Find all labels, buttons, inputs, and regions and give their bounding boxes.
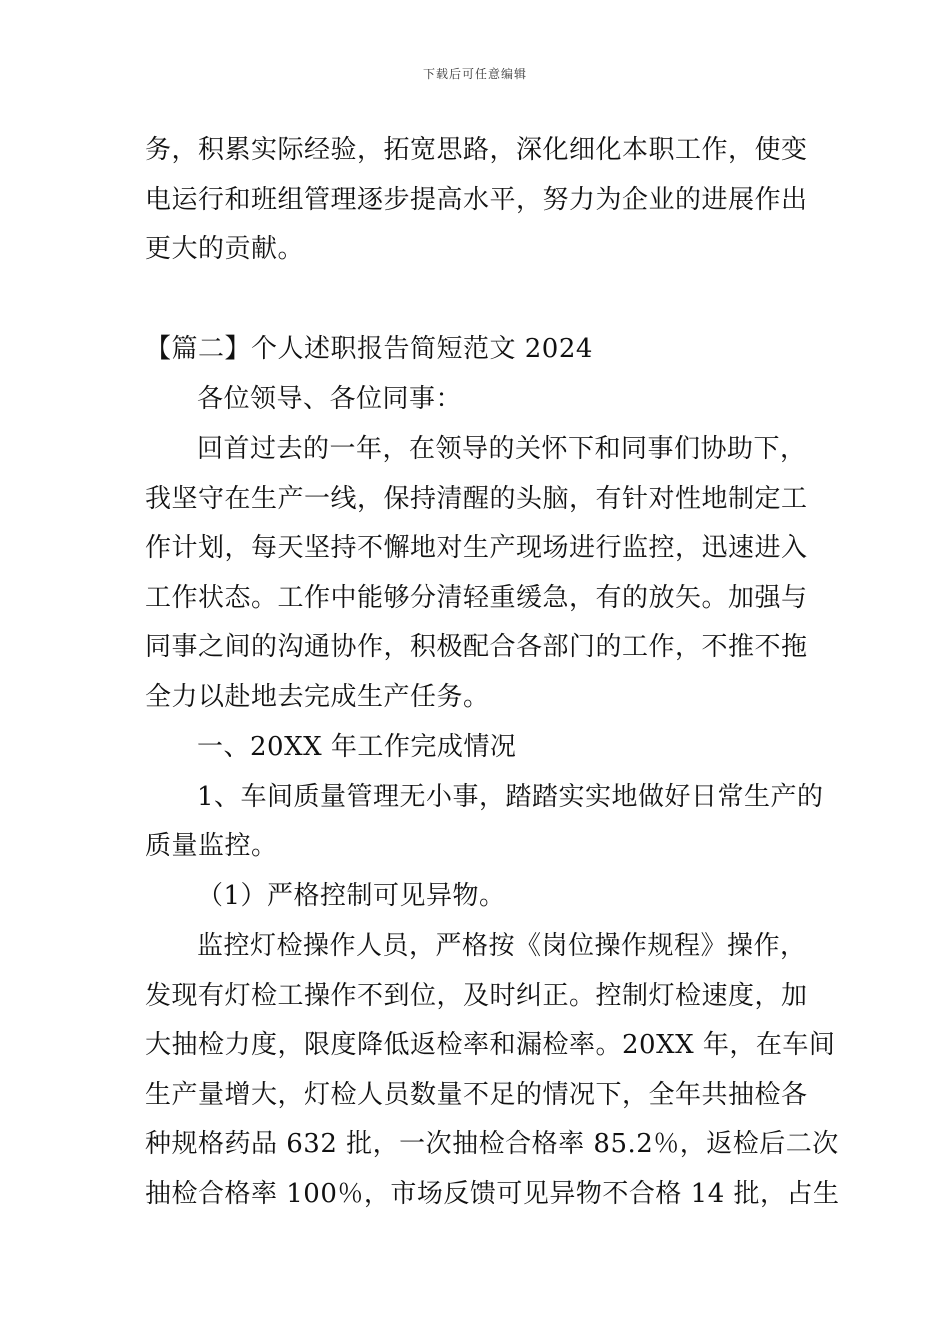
paragraph-line: 大抽检力度，限度降低返检率和漏检率。20XX 年，在车间	[145, 1030, 836, 1060]
paragraph-line: 监控灯检操作人员，严格按《岗位操作规程》操作，	[197, 931, 807, 961]
paragraph-line: 发现有灯检工操作不到位，及时纠正。控制灯检速度，加	[145, 981, 808, 1011]
paragraph-line: 电运行和班组管理逐步提高水平，努力为企业的进展作出	[145, 185, 808, 215]
paragraph-line: 全力以赴地去完成生产任务。	[145, 682, 490, 712]
subsection-heading: 一、20XX 年工作完成情况	[197, 732, 517, 762]
salutation: 各位领导、各位同事：	[197, 384, 463, 414]
paragraph-line: 生产量增大，灯检人员数量不足的情况下，全年共抽检各	[145, 1080, 808, 1110]
paragraph-line: 抽检合格率 100％，市场反馈可见异物不合格 14 批，占生	[145, 1179, 840, 1209]
paragraph-line: 质量监控。	[145, 831, 278, 861]
paragraph-line: 更大的贡献。	[145, 234, 305, 264]
paragraph-line: 我坚守在生产一线，保持清醒的头脑，有针对性地制定工	[145, 484, 808, 514]
page-header: 下载后可任意编辑	[422, 67, 527, 81]
paragraph-line: 回首过去的一年，在领导的关怀下和同事们协助下，	[197, 434, 807, 464]
paragraph-line: 种规格药品 632 批，一次抽检合格率 85.2％，返检后二次	[145, 1129, 839, 1159]
subsection-heading: （1）严格控制可见异物。	[197, 881, 506, 911]
section-heading: 【篇二】个人述职报告简短范文 2024	[145, 334, 593, 364]
paragraph-line: 作计划，每天坚持不懈地对生产现场进行监控，迅速进入	[145, 533, 808, 563]
paragraph-line: 工作状态。工作中能够分清轻重缓急，有的放矢。加强与	[145, 583, 808, 613]
paragraph-line: 同事之间的沟通协作，积极配合各部门的工作，不推不拖	[145, 632, 808, 662]
paragraph-line: 1、车间质量管理无小事，踏踏实实地做好日常生产的	[197, 782, 824, 812]
paragraph-line: 务，积累实际经验，拓宽思路，深化细化本职工作，使变	[145, 135, 808, 165]
